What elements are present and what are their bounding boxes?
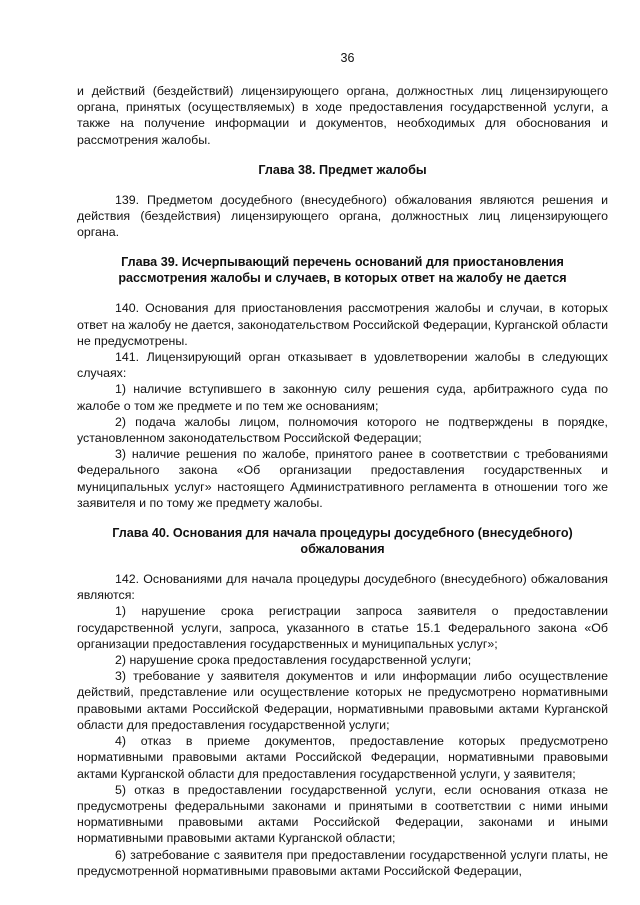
chapter-40-title xyxy=(77,525,608,557)
list-item: 6) затребование с заявителя при предоставлении государственной услуги платы, не предусмотренной нормативными правовыми актами Российской Федерации, xyxy=(77,847,608,878)
list-item: 5) отказ в предоставлении государственной услуги, если основания отказа не предусмотрены федеральными законами и принятыми в соответствии с ними иными нормативными правовыми актами Российской Федерации, законами и иными нормативными правовыми актами Курганской области; xyxy=(77,782,608,846)
chapter-40-title-line-1: Глава 40. Основания для начала процедуры досудебного (внесудебного) xyxy=(112,526,573,541)
chapter-39-title-line-1: Глава 39. Исчерпывающий перечень оснований для приостановления xyxy=(121,255,564,270)
page-number: 36 xyxy=(340,51,355,65)
list-item: 2) нарушение срока предоставления государственной услуги; xyxy=(115,653,472,668)
list-item: 3) требование у заявителя документов и или информации либо осуществление действий, представление или осуществление которых не предусмотрено нормативными правовыми актами Российской Федерации, нормативными правовыми актами Курганской области для предоставления государственной услуги; xyxy=(77,669,608,732)
paragraph-141: 141. Лицензирующий орган отказывает в удовлетворении жалобы в следующих случаях: xyxy=(77,350,608,381)
list-item: 4) отказ в приеме документов, предоставление которых предусмотрено нормативными правовыми актами Российской Федерации, нормативными правовыми актами Курганской области для предоставления государственной услуги, у заявителя; xyxy=(77,734,608,781)
paragraph-139: 139. Предметом досудебного (внесудебного) обжалования являются решения и действия (бездействия) лицензирующего органа, должностных лиц лицензирующего органа. xyxy=(77,192,608,240)
chapter-40-title-line-2: обжалования xyxy=(300,542,385,557)
list-item: 1) наличие вступившего в законную силу решения суда, арбитражного суда по жалобе о том же предмете и по тем же основаниям; xyxy=(77,382,608,413)
chapter-38-title: Глава 38. Предмет жалобы xyxy=(258,162,427,177)
chapter-39-title-line-2: рассмотрения жалобы и случаев, в которых ответ на жалобу не дается xyxy=(118,271,567,286)
chapter-39-title xyxy=(77,254,608,286)
list-item: 2) подача жалобы лицом, полномочия которого не подтверждены в порядке, установленном законодательством Российской Федерации; xyxy=(77,414,608,446)
list-item: 3) наличие решения по жалобе, принятого ранее в соответствии с требованиями Федерального закона «Об организации предоставления государственных и муниципальных услуг» настоящего Административного регламента в отношении того же заявителя и по тому же предмету жалобы. xyxy=(77,447,608,510)
paragraph-140: 140. Основания для приостановления рассмотрения жалобы и случаи, в которых ответ на жалобу не дается, законодательством Российской Федерации, Курганской области не предусмотрены. xyxy=(77,301,608,348)
list-item: 1) нарушение срока регистрации запроса заявителя о предоставлении государственной услуги, запроса, указанного в статье 15.1 Федерального закона «Об организации предоставления государственных и муниципальных услуг»; xyxy=(77,604,608,651)
paragraph-142: 142. Основаниями для начала процедуры досудебного (внесудебного) обжалования являются: xyxy=(77,572,608,603)
intro-paragraph: и действий (бездействий) лицензирующего органа, должностных лиц лицензирующего органа, принятых (осуществляемых) в ходе предоставления государственной услуги, а также на получение информации и документов, необходимых для обоснования и рассмотрения жалобы. xyxy=(77,84,608,147)
